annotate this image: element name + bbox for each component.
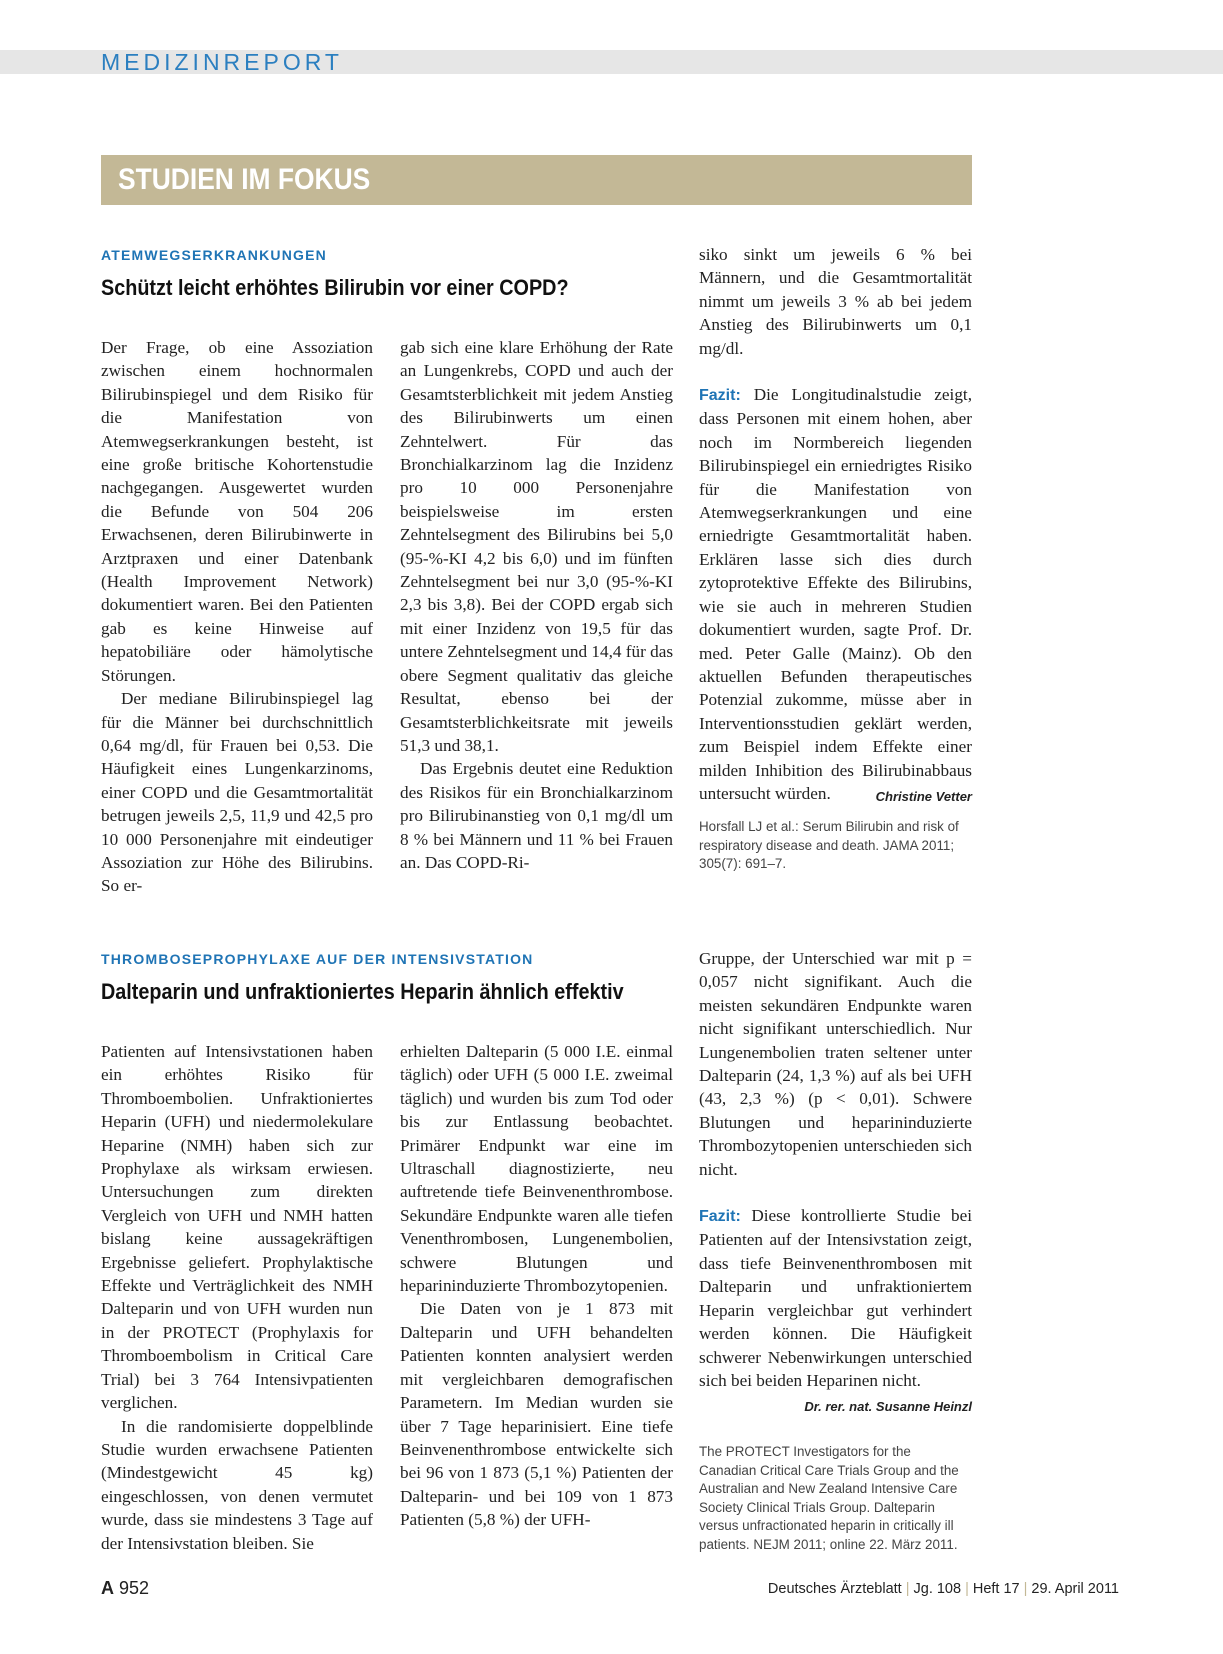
article1-headline: Schützt leicht erhöhtes Bilirubin vor einer COPD?	[101, 275, 569, 300]
article1-column-3	[699, 243, 972, 808]
fazit-text: Diese kontrollierte Studie bei Patienten auf der Intensivstation zeigt, dass tiefe Beinvenenthrombosen mit Dalteparin und unfraktioniertem Heparin vergleichbar gut verhindert werden können. Die Häufigkeit schwerer Nebenwirkungen unterschied sich bei beiden Heparinen nicht.	[699, 1206, 973, 1390]
page-number-value: 952	[119, 1578, 150, 1598]
article1-author: Christine Vetter	[875, 788, 972, 804]
article1-kicker: ATEMWEGSERKRANKUNGEN	[101, 247, 327, 263]
article2-fazit	[699, 1204, 973, 1415]
article2-author: Dr. rer. nat. Susanne Heinzl	[804, 1399, 972, 1415]
article1-fazit	[699, 383, 972, 805]
journal-name: Deutsches Ärzteblatt	[767, 1581, 902, 1597]
article1-paragraph: Der mediane Bilirubinspiegel lag für die Männer bei durchschnittlich 0,64 mg/dl, für Frauen bei 0,53. Die Häufigkeit eines Lungenkarzinoms, einer COPD und die Gesamtmortalität betrugen jeweils 2,5, 11,9 und 42,5 pro 10 000 Personenjahre mit eindeutiger Assoziation zur Höhe des Bilirubins. So er-	[101, 689, 373, 896]
article2-paragraph: erhielten Dalteparin (5 000 I.E. einmal täglich) oder UFH (5 000 I.E. zweimal täglich) und wurden bis zum Tod oder bis zur Entlassung beobachtet. Primärer Endpunkt war eine im Ultraschall diagnostizierte, neu auftretende tiefe Beinvenenthrombose. Sekundäre Endpunkte waren alle tiefen Venenthrombosen, Lungenembolien, schwere Blutungen und heparininduzierte Thrombozytopenien.	[400, 1042, 673, 1296]
article2-paragraph: In die randomisierte doppelblinde Studie wurden erwachsene Patienten (Mindestgewicht 45 kg) eingeschlossen, von denen vermutet wurde, dass sie mindestens 3 Tage auf der Intensivstation bleiben. Sie	[101, 1416, 373, 1553]
page-number	[101, 1578, 149, 1599]
article2-column-3	[699, 947, 972, 1419]
separator: |	[905, 1581, 910, 1597]
article2-kicker: THROMBOSEPROPHYLAXE AUF DER INTENSIVSTATION	[101, 951, 534, 967]
fazit-text: Die Longitudinalstudie zeigt, dass Personen mit einem hohen, aber noch im Normbereich liegenden Bilirubinspiegel ein erniedrigtes Risiko für die Manifestation von Atemwegserkrankungen und eine erniedrigte Gesamtmortalität haben. Erklären lasse sich dies durch zytoprotektive Effekte des Bilirubins, wie sie auch in mehreren Studien dokumentiert wurden, sagte Prof. Dr. med. Peter Galle (Mainz). Ob den aktuellen Befunden therapeutisches Potenzial zukomme, müsse aber in Interventionsstudien geklärt werden, zum Beispiel indem Effekte einer milden Inhibition des Bilirubinabbaus untersucht würden.	[699, 385, 972, 803]
page-prefix: A	[101, 1578, 114, 1598]
footer-citation	[768, 1581, 1119, 1597]
date: 29. April 2011	[1031, 1581, 1119, 1597]
fazit-label: Fazit:	[699, 1208, 741, 1226]
article2-reference: The PROTECT Investigators for the Canadian Critical Care Trials Group and the Australian and New Zealand Intensive Care Society Clinical Trials Group. Dalteparin versus unfractionated heparin in critically ill patients. NEJM 2011; online 22. März 2011.	[699, 1444, 959, 1552]
article1-paragraph: Der Frage, ob eine Assoziation zwischen einem hochnormalen Bilirubinspiegel und dem Risiko für die Manifestation von Atemwegserkrankungen besteht, ist eine große britische Kohortenstudie nachgegangen. Ausgewertet wurden die Befunde von 504 206 Erwachsenen, deren Bilirubinwerte in Arztpraxen und einer Datenbank (Health Improvement Network) dokumentiert waren. Bei den Patienten gab es keine Hinweise auf hepatobiliäre oder hämolytische Störungen.	[101, 338, 373, 685]
article1-column-1	[101, 336, 373, 898]
issue: Heft 17	[972, 1581, 1020, 1597]
section-label: MEDIZINREPORT	[101, 49, 343, 75]
article2-paragraph: Gruppe, der Unterschied war mit p = 0,057 nicht signifikant. Auch die meisten sekundären Endpunkte waren nicht signifikant unterschiedlich. Nur Lungenembolien traten seltener unter Dalteparin (24, 1,3 %) auf als bei UFH (43, 2,3 %) (p < 0,01). Schwere Blutungen und heparininduzierte Thrombozytopenien unterschieden sich nicht.	[699, 949, 972, 1179]
article1-paragraph: Das Ergebnis deutet eine Reduktion des Risikos für ein Bronchialkarzinom pro Bilirubinanstieg von 0,1 mg/dl um 8 % bei Männern und 11 % bei Frauen an. Das COPD-Ri-	[400, 759, 673, 872]
section-banner	[101, 155, 972, 205]
article2-paragraph: Die Daten von je 1 873 mit Dalteparin und UFH behandelten Patienten konnten analysiert werden mit vergleichbaren demografischen Parametern. Im Median wurden sie über 7 Tage heparinisiert. Eine tiefe Beinvenenthrombose entwickelte sich bei 96 von 1 873 (5,1 %) Patienten der Dalteparin- und bei 109 von 1 873 Patienten (5,8 %) der UFH-	[400, 1299, 673, 1530]
article1-column-2	[400, 336, 673, 874]
separator: |	[965, 1581, 969, 1597]
article2-headline: Dalteparin und unfraktioniertes Heparin ähnlich effektiv	[101, 979, 624, 1004]
article2-column-1	[101, 1040, 373, 1555]
article1-paragraph: gab sich eine klare Erhöhung der Rate an Lungenkrebs, COPD und auch der Gesamtsterblichkeit mit jedem Anstieg des Bilirubinwerts um einen Zehntelwert. Für das Bronchialkarzinom lag die Inzidenz pro 10 000 Personenjahre beispielsweise im ersten Zehntelsegment des Bilirubins bei 5,0 (95-%-KI 4,2 bis 6,0) und im fünften Zehntelsegment bei nur 3,0 (95-%-KI 2,3 bis 3,8). Bei der COPD ergab sich mit einer Inzidenz von 19,5 für das untere Zehntelsegment und 14,4 für das obere Segment qualitativ das gleiche Resultat, ebenso bei der Gesamtsterblichkeitsrate mit jeweils 51,3 und 38,1.	[400, 338, 674, 755]
article2-paragraph: Patienten auf Intensivstationen haben ein erhöhtes Risiko für Thromboembolien. Unfraktioniertes Heparin (UFH) und niedermolekulare Heparine (NMH) haben sich zur Prophylaxe als wirksam erwiesen. Untersuchungen zum direkten Vergleich von UFH und NMH hatten bislang keine aussagekräftigen Ergebnisse geliefert. Prophylaktische Effekte und Verträglichkeit des NMH Dalteparin und von UFH wurden nun in der PROTECT (Prophylaxis for Thromboembolism in Critical Care Trial) bei 3 764 Intensivpatienten verglichen.	[101, 1042, 373, 1413]
separator: |	[1023, 1581, 1028, 1597]
banner-title: STUDIEN IM FOKUS	[118, 163, 371, 196]
article2-column-2	[400, 1040, 673, 1532]
volume: Jg. 108	[913, 1581, 962, 1597]
article1-reference: Horsfall LJ et al.: Serum Bilirubin and risk of respiratory disease and death. JAMA 2011; 305(7): 691–7.	[699, 819, 959, 871]
article1-paragraph: siko sinkt um jeweils 6 % bei Männern, und die Gesamtmortalität nimmt um jeweils 3 % ab bei jedem Anstieg des Bilirubinwerts um 0,1 mg/dl.	[699, 245, 972, 358]
fazit-label: Fazit:	[699, 387, 741, 405]
